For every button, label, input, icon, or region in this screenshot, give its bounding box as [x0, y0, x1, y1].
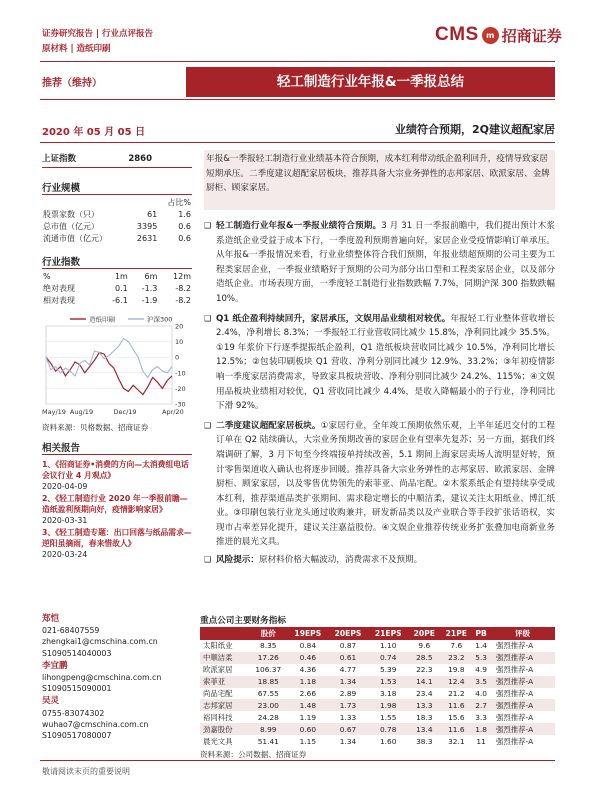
- table-cell: 14.1: [408, 676, 440, 688]
- table-cell: 0.60: [288, 723, 328, 735]
- table-cell: 4.77: [339, 665, 357, 675]
- table-cell: 0.46: [288, 652, 328, 664]
- table-cell: 11.6: [440, 699, 472, 711]
- table-cell: 3.18: [379, 689, 397, 698]
- index-header: 6m: [144, 271, 158, 281]
- x-tick-label: Aug/19: [69, 408, 94, 416]
- index-cell: -8.2: [175, 283, 191, 293]
- risk-paragraph: [204, 553, 555, 568]
- table-row: [42, 196, 192, 208]
- table-source: 资料来源：公司数据、招商证券: [200, 750, 307, 760]
- scale-label: 流通市值（亿元）: [43, 233, 107, 243]
- rating-cell: 强烈推荐-A: [495, 712, 534, 722]
- table-cell: 12.4: [440, 676, 472, 688]
- report-title: 轻工制造行业年报&一季报总结: [276, 74, 465, 90]
- paragraph-lead: Q1 纸企盈利持续回升，家居承压，文娱用品业绩相对较优。: [216, 313, 451, 324]
- index-row-label: 绝对表现: [43, 283, 75, 293]
- company-name-cell: 志邦家居: [200, 699, 249, 711]
- rating-cell: 强烈推荐-A: [495, 736, 534, 746]
- table-row: [200, 676, 555, 688]
- analyst-name: 郑恺: [42, 614, 60, 624]
- legend-label: 沪深300: [147, 315, 173, 324]
- related-report-date: 2020-03-24: [42, 550, 88, 559]
- table-cell: 22.3: [416, 665, 433, 675]
- table-cell: 18.85: [249, 676, 288, 688]
- table-cell: 3.3: [475, 712, 488, 722]
- scale-value: 3395: [136, 221, 158, 231]
- header-divider: [40, 61, 555, 62]
- table-cell: 0.61: [328, 652, 368, 664]
- table-cell: 1.8: [472, 723, 490, 735]
- table-cell: 1.73: [328, 699, 368, 711]
- paragraph-text: 3 月 31 日一季报前瞻中，我们提出预计木浆系造纸企业受益于成本下行，一季度盈利预期普遍向好，家居企业受疫情影响订单承压。从年报&一季报情况来看，行业业绩整体符合我们预期，年报业绩超预期的公司主要为工程类家居企业，一季报业绩略好于预期的公司为部分出口型和工程类家居企业，以及部分造纸企业。市场表现方面，一季度轻工制造行业指数跌幅 7.7%，同期沪深 300 指数跌幅 10%。: [216, 221, 555, 304]
- table-cell: 1.19: [299, 712, 317, 722]
- paragraph-text: ①家居行业，全年竣工预期依然乐观，上半年延迟交付的工程订单在 Q2 陆续确认，大宗业务预期改善的家居企业有望率先复苏；另一方面，据我们终端调研了解，3 月下旬至今终端接单持续改善，5.1 期间上海家居卖场人流明显好转，预计零售渠道收入确认也将逐步回暖。推荐具备大宗业务弹性的志邦家居、欧派家居、金牌厨柜、顾家家居，以及零售优势领先的索菲亚、尚品宅配。②木浆系纸企有望持续享受成本红利，推荐渠道品类扩张期间、需求稳定增长的中顺洁柔，建议关注太阳纸业、博汇纸业。③印刷包装行业龙头通过收购兼并，研发新品类以及产业联合等手段扩张话语权，实现市占率差异化提升，建议关注嘉益股份。④文娱企业推荐传统业务扩张叠加电商新业务推进的晨光文具。: [216, 420, 555, 548]
- table-cell: 11: [476, 736, 486, 746]
- rating-cell: 强烈推荐-A: [490, 699, 555, 711]
- table-cell: 0.87: [339, 641, 357, 651]
- scale-pct: 0.6: [178, 233, 191, 243]
- analyst-name: 李宜鹏: [42, 660, 68, 671]
- table-header-cell: [200, 627, 249, 640]
- analyst-section: [42, 614, 192, 741]
- risk-lead: 风险提示：: [216, 555, 259, 566]
- performance-line-chart: [42, 312, 192, 420]
- table-header-cell: 股价: [249, 627, 288, 640]
- table-cell: 5.3: [472, 652, 490, 664]
- company-name-cell: 欧派家居: [203, 665, 233, 675]
- paragraph-body: [216, 419, 555, 550]
- paragraph-2: [204, 312, 555, 414]
- analyst-email[interactable]: zhengkai1@cmschina.com.cn: [42, 637, 158, 647]
- x-tick-label: Dec/19: [113, 408, 137, 416]
- related-report-item[interactable]: 2、《轻工制造行业 2020 年一季报前瞻—造纸盈利预期向好，疫情影响家居》: [42, 494, 188, 514]
- company-name-cell: 尚品宅配: [203, 689, 233, 698]
- related-report-date: 2020-04-09: [42, 482, 88, 491]
- paragraph-body: [216, 312, 555, 414]
- table-cell: 1.98: [368, 699, 408, 711]
- table-row: [200, 699, 555, 711]
- y-tick-label: 10: [175, 338, 184, 347]
- table-cell: 23.4: [416, 689, 433, 698]
- table-row: [200, 652, 555, 664]
- index-row: [42, 150, 192, 168]
- report-date: 2020 年 05 月 05 日: [42, 127, 146, 138]
- table-cell: 15.6: [448, 712, 465, 722]
- table-cell: 9.6: [418, 641, 431, 651]
- industry-index-table: [42, 270, 192, 306]
- index-cell: -1.3: [141, 283, 158, 293]
- chart-source: 资料来源：贝格数据、招商证券: [42, 423, 149, 432]
- table-cell: 2.66: [299, 689, 317, 698]
- paragraph-text: 年报轻工行业整体营收增长 2.4%，净利增长 8.3%；一季报轻工行业营收同比减少 15.8%，净利同比减少 35.5%。①19 年浆价下行逐季提振纸企盈利，Q1 造纸板块营收同比减少 10.5%，净利同比增长 12.5%；②包装印刷板块 Q1 营收、净利分别同比减少 12.9%、33.2%；③年初疫情影响一季度家居消费需求，导致家具板块营收、净利分别同比减少 24.2%、115%；④文娱用品板块业绩相对较优，Q1 营收同比减少 4.4%，是收入降幅最小的子行业，净利同比下滑 92%。: [216, 313, 555, 412]
- paragraph-lead: 二季度建议超配家居板块。: [216, 420, 321, 431]
- table-cell: 1.53: [368, 676, 408, 688]
- table-cell: 1.34: [339, 736, 357, 746]
- related-report-date: 2020-03-31: [42, 516, 88, 525]
- subtitle-divider: [40, 142, 555, 143]
- table-cell: 24.28: [257, 712, 279, 722]
- scale-label: 股票家数（只）: [43, 209, 99, 219]
- table-cell: 4.9: [475, 665, 488, 675]
- index-header: 1m: [114, 271, 128, 281]
- table-row: [42, 282, 192, 294]
- table-cell: 1.18: [288, 676, 328, 688]
- y-tick-label: -20: [175, 384, 186, 393]
- company-name-cell: 中顺洁柔: [200, 652, 249, 664]
- table-cell: 2.89: [339, 689, 357, 698]
- table-row: [200, 640, 555, 652]
- rating-cell: 强烈推荐-A: [495, 689, 534, 698]
- index-value: 2860: [128, 154, 152, 164]
- footer-note: 敬请阅读末页的重要说明: [42, 767, 130, 776]
- finance-table-section: [200, 614, 555, 760]
- industry-index-title: 行业指数: [42, 254, 192, 269]
- analyst-email[interactable]: wuhao7@cmschina.com.cn: [42, 719, 149, 729]
- logo-cn-text: 招商证券: [501, 26, 562, 45]
- index-header: %: [43, 271, 51, 281]
- table-cell: 0.67: [328, 723, 368, 735]
- analyst-cert: S1090514040003: [42, 648, 112, 658]
- table-header-cell: 21EPS: [368, 627, 408, 640]
- title-banner: [186, 67, 555, 97]
- table-header-cell: 21PE: [440, 627, 472, 640]
- table-cell: 7.6: [450, 641, 463, 651]
- table-cell: 3.5: [472, 676, 490, 688]
- table-cell: 1.55: [379, 712, 397, 722]
- table-row: [42, 208, 192, 220]
- table-row: [200, 723, 555, 735]
- table-cell: 106.37: [255, 665, 282, 675]
- series-line: [46, 339, 172, 378]
- company-logo: [435, 24, 562, 46]
- rating-cell: 强烈推荐-A: [490, 652, 555, 664]
- risk-body: [216, 553, 422, 568]
- scale-value: 2631: [136, 233, 158, 243]
- title-divider: [40, 99, 555, 100]
- index-cell: -6.1: [112, 295, 128, 305]
- table-cell: 51.41: [257, 736, 279, 746]
- body-paragraphs: [204, 219, 555, 568]
- table-cell: 8.99: [249, 723, 288, 735]
- table-cell: 0.78: [368, 723, 408, 735]
- company-name-cell: 晨光文具: [203, 736, 233, 746]
- table-cell: 1.48: [288, 699, 328, 711]
- related-report-item[interactable]: 3、《轻工制造专题：出口回落与纸品需求—逆阳虽摘雨，春来惜故人》: [42, 528, 192, 548]
- table-header-cell: 20PE: [408, 627, 440, 640]
- square-bullet-icon: ❑: [204, 420, 212, 430]
- company-name-cell: 劲嘉股份: [200, 723, 249, 735]
- table-cell: 8.35: [260, 641, 277, 651]
- paragraph-body: [216, 219, 555, 307]
- company-name-cell: 裕同科技: [203, 712, 233, 722]
- analyst-cert: S1090515090001: [42, 684, 112, 694]
- x-tick-label: Apr/20: [162, 408, 184, 416]
- logo-cms-text: CMS: [435, 24, 479, 45]
- finance-table-title: 重点公司主要财务指标: [200, 616, 286, 626]
- y-tick-label: -10: [175, 369, 186, 378]
- related-report-item[interactable]: 1、《招商证券•消费的方向—太消费组电话会议行业 4 月观点》: [42, 460, 189, 480]
- scale-label: 总市值（亿元）: [43, 221, 99, 231]
- table-cell: 4.0: [475, 689, 488, 698]
- table-cell: 2.7: [472, 699, 490, 711]
- table-row: [200, 711, 555, 723]
- table-cell: 0.74: [368, 652, 408, 664]
- scale-value: 61: [147, 209, 158, 219]
- table-header-row: [200, 627, 555, 640]
- table-cell: 21.2: [448, 689, 465, 698]
- analyst-phone: 021-68407559: [42, 626, 100, 636]
- table-cell: 32.1: [448, 736, 465, 746]
- table-header-cell: 20EPS: [328, 627, 368, 640]
- scale-pct-header: 占比%: [167, 197, 191, 207]
- y-tick-label: -30: [175, 400, 186, 409]
- finance-table: [200, 627, 555, 747]
- y-tick-label: 20: [175, 322, 184, 331]
- table-cell: 28.5: [408, 652, 440, 664]
- table-cell: 1.4: [475, 641, 488, 651]
- table-row: [42, 270, 192, 282]
- report-category-label: 原材料 | 造纸印刷: [42, 44, 111, 54]
- table-row: [42, 232, 192, 244]
- table-cell: 0.84: [299, 641, 317, 651]
- scale-pct: 0.6: [178, 221, 191, 231]
- table-row: [200, 664, 555, 676]
- paragraph-lead: 轻工制造行业年报&一季报业绩符合预期。: [216, 221, 382, 231]
- table-cell: 1.34: [328, 676, 368, 688]
- rating-label: 推荐（维持）: [42, 78, 102, 89]
- table-cell: 1.60: [379, 736, 397, 746]
- related-reports-list: [42, 459, 192, 560]
- table-cell: 67.55: [257, 689, 279, 698]
- industry-scale-table: [42, 196, 192, 244]
- legend-label: 造纸印刷: [89, 315, 115, 324]
- table-row: [200, 735, 555, 747]
- table-cell: 38.3: [416, 736, 433, 746]
- analyst-cert: S1090517080007: [42, 731, 112, 741]
- table-cell: 13.3: [408, 699, 440, 711]
- company-name-cell: 太阳纸业: [203, 641, 233, 651]
- index-header: 12m: [173, 271, 191, 281]
- paragraph-1: [204, 219, 555, 307]
- table-cell: 1.33: [339, 712, 357, 722]
- table-cell: 18.3: [416, 712, 433, 722]
- table-cell: 23.00: [249, 699, 288, 711]
- logo-mark-icon: m: [482, 27, 499, 44]
- square-bullet-icon: ❑: [204, 221, 212, 230]
- risk-text: 原材料价格大幅波动，消费需求不及预期。: [258, 555, 423, 566]
- y-tick-label: 0: [175, 353, 180, 362]
- table-row: [42, 220, 192, 232]
- analyst-email[interactable]: lihongpeng@cmschina.com.cn: [42, 673, 162, 683]
- scale-pct: 1.6: [178, 209, 191, 219]
- related-reports-title: 相关报告: [42, 440, 192, 455]
- table-cell: 11.6: [440, 723, 472, 735]
- index-label: 上证指数: [42, 154, 77, 164]
- company-name-cell: 索菲亚: [200, 676, 249, 688]
- table-cell: 17.26: [249, 652, 288, 664]
- report-subtitle: 业绩符合预期，2Q建议超配家居: [394, 123, 555, 136]
- rating-cell: 强烈推荐-A: [490, 723, 555, 735]
- index-cell: -8.2: [175, 295, 191, 305]
- square-bullet-icon: ❑: [204, 313, 212, 323]
- rating-cell: 强烈推荐-A: [495, 665, 534, 675]
- x-tick-label: May/19: [42, 408, 66, 416]
- table-cell: 1.10: [379, 641, 397, 651]
- index-cell: -1.9: [141, 295, 158, 305]
- index-cell: 0.1: [115, 283, 128, 293]
- table-row: [200, 688, 555, 700]
- table-cell: 4.36: [299, 665, 317, 675]
- table-cell: 19.8: [448, 665, 465, 675]
- left-sidebar: [42, 150, 192, 560]
- plot-frame: [46, 326, 172, 404]
- analyst-name: 吴灵: [42, 696, 60, 707]
- rating-cell: 强烈推荐-A: [490, 676, 555, 688]
- table-header-cell: 评级: [490, 627, 555, 640]
- report-type-label: 证券研究报告 | 行业点评报告: [42, 29, 154, 39]
- footer-divider: [40, 760, 555, 761]
- industry-scale-title: 行业规模: [42, 180, 192, 195]
- table-cell: 1.15: [299, 736, 317, 746]
- table-cell: 5.39: [379, 665, 397, 675]
- summary-box: 年报&一季报轻工制造行业业绩基本符合预期，成本红利带动纸企盈利回升，疫情导致家居短期承压。二季度建议超配家居板块，推荐具备大宗业务弹性的志邦家居、欧派家居、金牌厨柜、顾家家居。: [204, 150, 555, 210]
- table-row: [42, 294, 192, 306]
- paragraph-3: [204, 419, 555, 550]
- table-header-cell: 19EPS: [288, 627, 328, 640]
- index-row-label: 相对表现: [43, 295, 75, 305]
- table-header-cell: PB: [472, 627, 490, 640]
- square-bullet-icon: ❑: [204, 555, 212, 565]
- table-cell: 23.2: [440, 652, 472, 664]
- table-cell: 13.4: [408, 723, 440, 735]
- analyst-phone: 0755-83074302: [42, 708, 105, 718]
- rating-cell: 强烈推荐-A: [495, 641, 534, 651]
